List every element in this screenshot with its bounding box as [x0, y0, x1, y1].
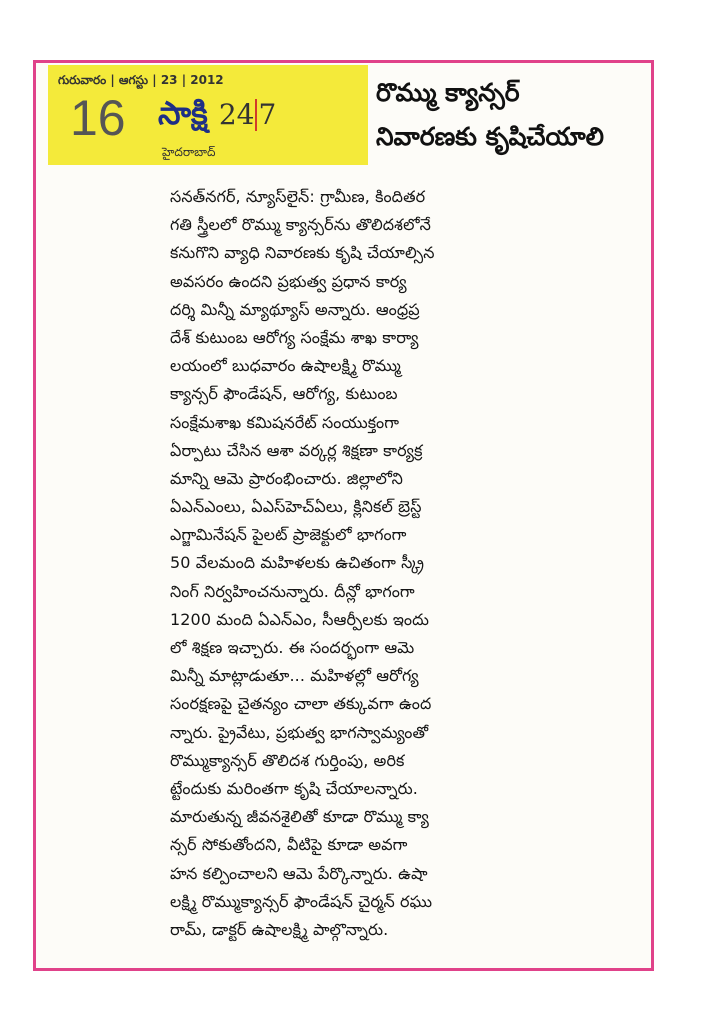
headline-line-2: నివారణకు కృషిచేయాలి: [376, 122, 605, 151]
article-line: న్సర్ సోకుతోందని, వీటిపై కూడా అవగా: [170, 835, 408, 855]
page-number: 16: [70, 90, 126, 146]
article-line: హన కల్పించాలని ఆమె పేర్కొన్నారు. ఉషా: [170, 863, 428, 883]
article-line: ట్టేందుకు మరింతగా కృషి చేయాలన్నారు.: [170, 778, 418, 798]
article-line: అవసరం ఉందని ప్రభుత్వ ప్రధాన కార్య: [170, 271, 407, 291]
article-line: మిన్నీ మాట్లాడుతూ... మహిళల్లో ఆరోగ్య: [170, 666, 419, 686]
headline-line-1: రొమ్ము క్యాన్సర్: [376, 78, 520, 107]
city-name: హైదరాబాద్: [162, 145, 216, 159]
headline: [376, 71, 646, 159]
article-line: ఏర్పాటు చేసిన ఆశా వర్కర్ల శిక్షణా కార్యక్ర: [170, 440, 423, 460]
article-line: దర్శి మిన్నీ మ్యాథ్యూస్ అన్నారు. ఆంధ్రప్ర: [170, 299, 420, 319]
article-line: 50 వేలమంది మహిళలకు ఉచితంగా స్క్రీ: [170, 553, 425, 573]
article-body: [170, 183, 538, 944]
article-line: మారుతున్న జీవనశైలితో కూడా రొమ్ము క్యా: [170, 807, 429, 827]
article-line: లక్ష్మి రొమ్ముక్యాన్సర్ ఫౌండేషన్ చైర్మన్ రఘు: [170, 891, 433, 911]
article-line: లయంలో బుధవారం ఉషాలక్ష్మి రొమ్ము: [170, 356, 401, 376]
article-line: లో శిక్షణ ఇచ్చారు. ఈ సందర్భంగా ఆమె: [170, 638, 415, 657]
logo-suffix-b: 7: [258, 98, 277, 131]
newspaper-logo: [158, 94, 277, 132]
masthead: [48, 65, 368, 165]
article-line: క్యాన్సర్ ఫౌండేషన్, ఆరోగ్య, కుటుంబ: [170, 384, 398, 404]
article-line: మాన్ని ఆమె ప్రారంభించారు. జిల్లాలోని: [170, 468, 403, 488]
dateline: గురువారం | ఆగస్టు | 23 | 2012: [58, 73, 224, 87]
article-line: సంరక్షణపై చైతన్యం చాలా తక్కువగా ఉంద: [170, 694, 432, 714]
article-line: గతి స్త్రీలలో రొమ్ము క్యాన్సర్‌ను తొలిదశలోనే: [170, 215, 431, 235]
article-line: రామ్, డాక్టర్ ఉషాలక్ష్మి పాల్గొన్నారు.: [170, 919, 389, 939]
logo-suffix-a: 24: [218, 98, 255, 131]
article-line: న్నారు. ప్రైవేటు, ప్రభుత్వ భాగస్వామ్యంతో: [170, 722, 429, 742]
newspaper-clipping: [33, 60, 654, 971]
logo-name: సాక్షి: [158, 94, 208, 132]
article-line: రొమ్ముక్యాన్సర్ తొలిదశ గుర్తింపు, అరిక: [170, 750, 405, 770]
article-line: సనత్‌నగర్, న్యూస్‌లైన్: గ్రామీణ, కిందితర: [170, 187, 426, 206]
article-line: దేశ్ కుటుంబ ఆరోగ్య సంక్షేమ శాఖ కార్యా: [170, 327, 419, 347]
article-line: ఏఎన్‌ఎంలు, ఏఎస్‌హెచ్‌ఏలు, క్లినికల్ బ్రెస్ట్: [170, 497, 422, 517]
article-line: సంక్షేమశాఖ కమిషనరేట్ సంయుక్తంగా: [170, 412, 400, 432]
article-line: 1200 మంది ఏఎన్‌ఎం, సీఆర్పీలకు ఇందు: [170, 609, 430, 629]
article-line: కనుగొని వ్యాధి నివారణకు కృషి చేయాల్సిన: [170, 243, 435, 263]
article-line: నింగ్ నిర్వహించనున్నారు. దీన్లో భాగంగా: [170, 581, 415, 601]
article-line: ఎగ్జామినేషన్ పైలట్ ప్రాజెక్టులో భాగంగా: [170, 525, 407, 545]
